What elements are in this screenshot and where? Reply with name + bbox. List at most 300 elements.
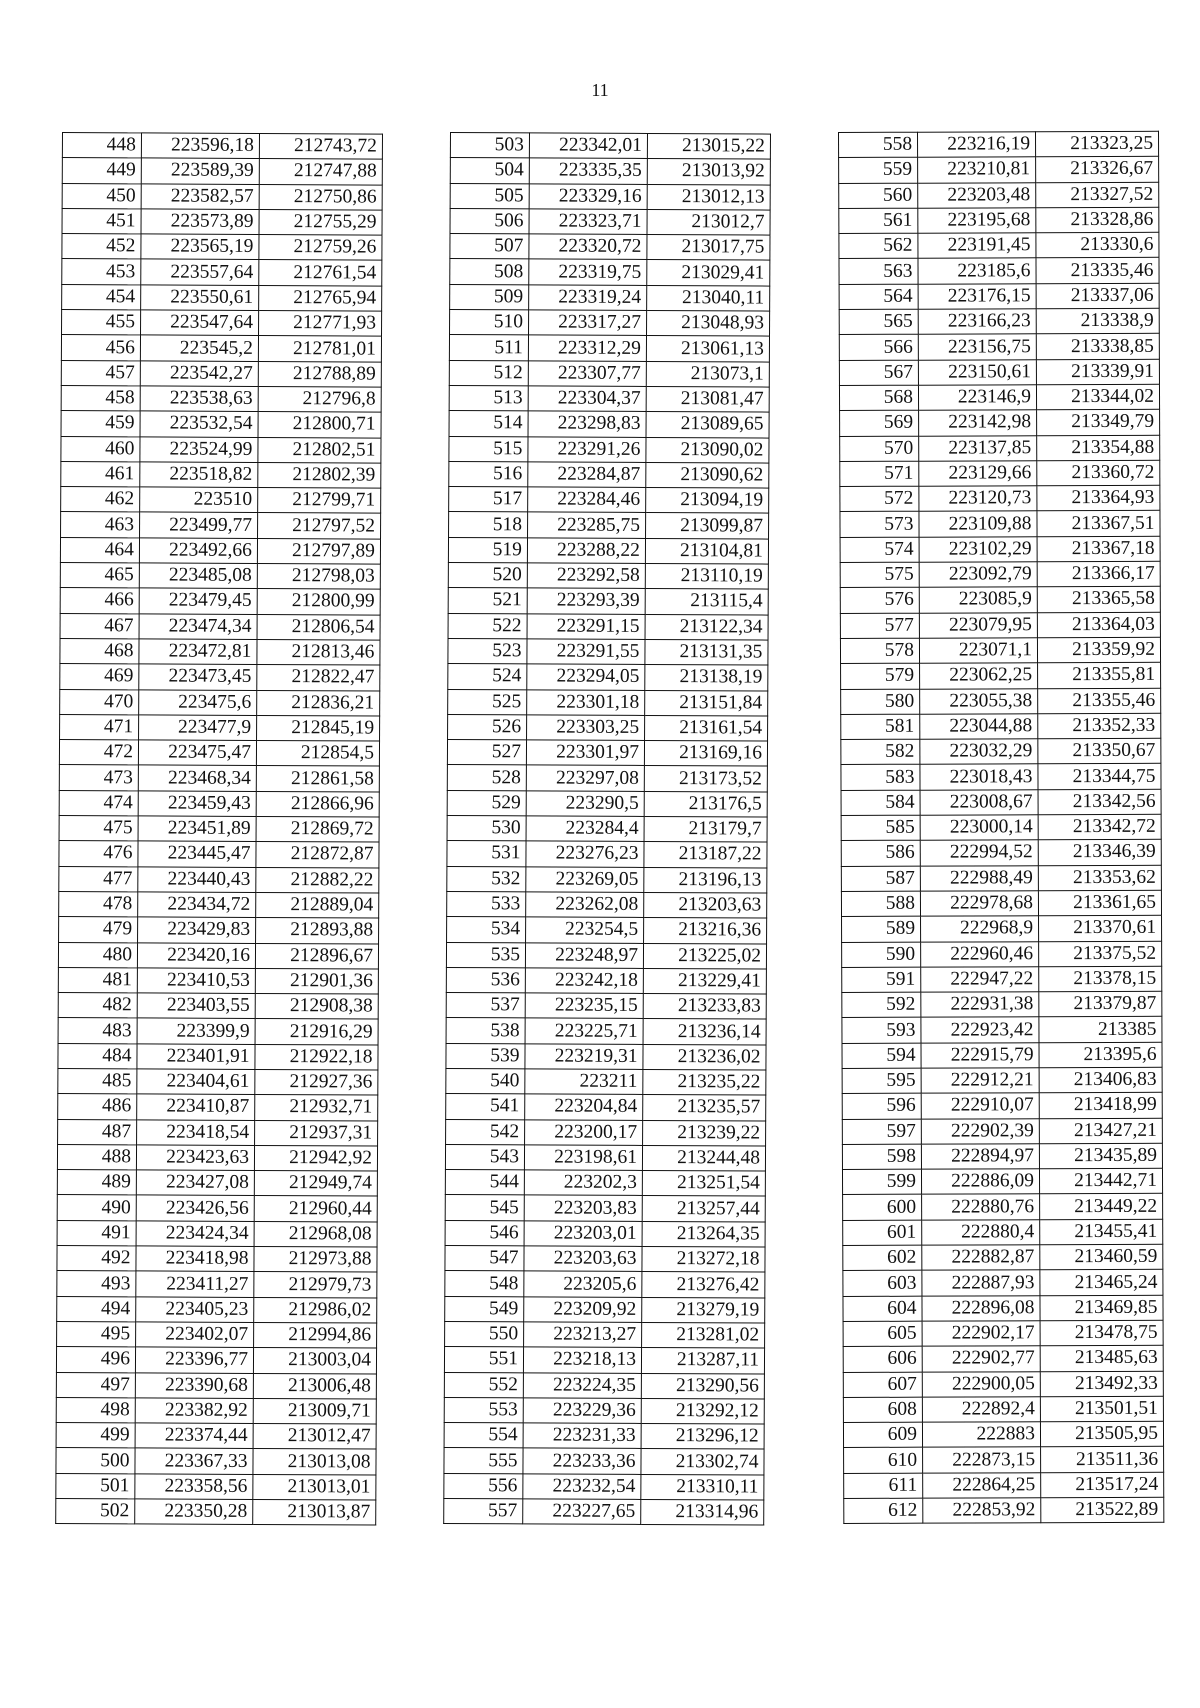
y-coordinate-cell: 213081,47 bbox=[646, 386, 769, 412]
y-coordinate-cell: 212893,88 bbox=[256, 918, 379, 944]
x-coordinate-cell: 223224,35 bbox=[523, 1372, 641, 1398]
y-coordinate-cell: 212845,19 bbox=[257, 715, 380, 741]
y-coordinate-cell: 213251,54 bbox=[642, 1171, 765, 1197]
table-row bbox=[60, 714, 380, 741]
table-row bbox=[61, 360, 381, 387]
point-number-cell: 560 bbox=[839, 183, 918, 209]
table-row bbox=[448, 714, 768, 741]
y-coordinate-cell: 212796,8 bbox=[258, 386, 381, 412]
x-coordinate-cell: 223254,5 bbox=[526, 917, 644, 943]
x-coordinate-cell: 223424,34 bbox=[136, 1221, 254, 1247]
point-number-cell: 550 bbox=[445, 1321, 524, 1347]
table-row bbox=[61, 461, 381, 488]
table-row bbox=[447, 790, 767, 817]
point-number-cell: 597 bbox=[842, 1119, 921, 1145]
point-number-cell: 518 bbox=[449, 512, 528, 538]
y-coordinate-cell: 213330,6 bbox=[1036, 232, 1159, 258]
table-row bbox=[843, 1371, 1163, 1398]
page-number: 11 bbox=[591, 80, 609, 100]
table-row bbox=[842, 1067, 1162, 1094]
table-row bbox=[61, 487, 381, 514]
x-coordinate-cell: 222882,87 bbox=[922, 1245, 1040, 1271]
table-row bbox=[59, 816, 379, 843]
x-coordinate-cell: 223285,75 bbox=[528, 512, 646, 538]
table-row bbox=[58, 942, 378, 969]
y-coordinate-cell: 212937,31 bbox=[255, 1120, 378, 1146]
point-number-cell: 525 bbox=[448, 689, 527, 715]
x-coordinate-cell: 222931,38 bbox=[921, 992, 1039, 1018]
x-coordinate-cell: 223565,19 bbox=[141, 234, 259, 260]
x-coordinate-cell: 223200,17 bbox=[525, 1119, 643, 1145]
y-coordinate-cell: 213279,19 bbox=[642, 1297, 765, 1323]
table-row bbox=[59, 765, 379, 792]
table-row bbox=[58, 1094, 378, 1121]
table-row bbox=[841, 738, 1161, 765]
table-row bbox=[56, 1423, 376, 1450]
table-row bbox=[57, 1170, 377, 1197]
y-coordinate-cell: 212800,71 bbox=[258, 412, 381, 438]
table-row bbox=[62, 284, 382, 311]
y-coordinate-cell: 213131,35 bbox=[645, 639, 768, 665]
x-coordinate-cell: 223510 bbox=[140, 487, 258, 513]
table-row bbox=[60, 638, 380, 665]
table-row bbox=[60, 689, 380, 716]
table-row bbox=[445, 1144, 765, 1171]
point-number-cell: 466 bbox=[60, 588, 139, 614]
point-number-cell: 563 bbox=[839, 259, 918, 285]
x-coordinate-cell: 222894,97 bbox=[921, 1144, 1039, 1170]
point-number-cell: 582 bbox=[841, 739, 920, 765]
table-row bbox=[839, 384, 1159, 411]
y-coordinate-cell: 213465,24 bbox=[1040, 1270, 1163, 1296]
y-coordinate-cell: 212908,38 bbox=[255, 994, 378, 1020]
table-row bbox=[60, 613, 380, 640]
point-number-cell: 589 bbox=[842, 916, 921, 942]
y-coordinate-cell: 212994,86 bbox=[254, 1322, 377, 1348]
table-row bbox=[57, 1220, 377, 1247]
y-coordinate-cell: 213361,65 bbox=[1038, 890, 1161, 916]
point-number-cell: 596 bbox=[842, 1093, 921, 1119]
point-number-cell: 514 bbox=[449, 411, 528, 437]
table-row bbox=[57, 1144, 377, 1171]
x-coordinate-cell: 223079,95 bbox=[919, 612, 1037, 638]
y-coordinate-cell: 213352,33 bbox=[1038, 713, 1161, 739]
x-coordinate-cell: 223209,92 bbox=[524, 1297, 642, 1323]
point-number-cell: 588 bbox=[841, 891, 920, 917]
y-coordinate-cell: 213367,51 bbox=[1037, 511, 1160, 537]
point-number-cell: 476 bbox=[59, 841, 138, 867]
y-coordinate-cell: 213314,96 bbox=[641, 1499, 764, 1525]
y-coordinate-cell: 213196,13 bbox=[644, 867, 767, 893]
point-number-cell: 486 bbox=[58, 1094, 137, 1120]
y-coordinate-cell: 212973,88 bbox=[254, 1247, 377, 1273]
point-number-cell: 572 bbox=[840, 486, 919, 512]
coordinates-table-3 bbox=[838, 131, 1164, 1525]
point-number-cell: 587 bbox=[841, 866, 920, 892]
y-coordinate-cell: 213239,22 bbox=[643, 1120, 766, 1146]
table-row bbox=[843, 1320, 1163, 1347]
point-number-cell: 497 bbox=[56, 1372, 135, 1398]
x-coordinate-cell: 223204,84 bbox=[525, 1094, 643, 1120]
table-row bbox=[840, 410, 1160, 437]
y-coordinate-cell: 213017,75 bbox=[647, 235, 770, 261]
point-number-cell: 502 bbox=[56, 1499, 135, 1525]
table-row bbox=[448, 537, 768, 564]
x-coordinate-cell: 223542,27 bbox=[140, 361, 258, 387]
y-coordinate-cell: 213090,62 bbox=[646, 462, 769, 488]
table-row bbox=[448, 563, 768, 590]
x-coordinate-cell: 223146,9 bbox=[918, 385, 1036, 411]
y-coordinate-cell: 213342,72 bbox=[1038, 814, 1161, 840]
y-coordinate-cell: 212771,93 bbox=[259, 311, 382, 337]
table-row bbox=[62, 183, 382, 210]
table-row bbox=[447, 765, 767, 792]
point-number-cell: 479 bbox=[59, 917, 138, 943]
point-number-cell: 577 bbox=[840, 613, 919, 639]
point-number-cell: 603 bbox=[843, 1271, 922, 1297]
table-row bbox=[449, 360, 769, 387]
point-number-cell: 574 bbox=[840, 537, 919, 563]
table-row bbox=[841, 789, 1161, 816]
point-number-cell: 524 bbox=[448, 664, 527, 690]
x-coordinate-cell: 223418,54 bbox=[137, 1119, 255, 1145]
x-coordinate-cell: 223329,16 bbox=[529, 183, 647, 209]
table-row bbox=[839, 232, 1159, 259]
x-coordinate-cell: 223233,36 bbox=[523, 1448, 641, 1474]
table-row bbox=[844, 1497, 1164, 1524]
x-coordinate-cell: 223358,56 bbox=[135, 1474, 253, 1500]
x-coordinate-cell: 222968,9 bbox=[921, 916, 1039, 942]
x-coordinate-cell: 223410,53 bbox=[137, 968, 255, 994]
y-coordinate-cell: 213449,22 bbox=[1040, 1194, 1163, 1220]
y-coordinate-cell: 213104,81 bbox=[645, 538, 768, 564]
y-coordinate-cell: 212949,74 bbox=[254, 1171, 377, 1197]
table-row bbox=[841, 713, 1161, 740]
y-coordinate-cell: 213354,88 bbox=[1037, 435, 1160, 461]
x-coordinate-cell: 223284,4 bbox=[526, 816, 644, 842]
table-row bbox=[448, 638, 768, 665]
y-coordinate-cell: 212922,18 bbox=[255, 1044, 378, 1070]
point-number-cell: 594 bbox=[842, 1043, 921, 1069]
y-coordinate-cell: 213013,92 bbox=[647, 159, 770, 185]
x-coordinate-cell: 223374,44 bbox=[135, 1423, 253, 1449]
point-number-cell: 482 bbox=[58, 993, 137, 1019]
point-number-cell: 515 bbox=[449, 436, 528, 462]
x-coordinate-cell: 223319,75 bbox=[529, 259, 647, 285]
point-number-cell: 477 bbox=[59, 866, 138, 892]
table-row bbox=[450, 284, 770, 311]
table-row bbox=[444, 1397, 764, 1424]
point-number-cell: 507 bbox=[450, 234, 529, 260]
y-coordinate-cell: 212759,26 bbox=[259, 235, 382, 261]
y-coordinate-cell: 213364,03 bbox=[1037, 612, 1160, 638]
point-number-cell: 592 bbox=[842, 992, 921, 1018]
x-coordinate-cell: 223545,2 bbox=[140, 335, 258, 361]
x-coordinate-cell: 223092,79 bbox=[919, 562, 1037, 588]
x-coordinate-cell: 223547,64 bbox=[141, 310, 259, 336]
y-coordinate-cell: 213003,04 bbox=[253, 1348, 376, 1374]
point-number-cell: 485 bbox=[58, 1068, 137, 1094]
table-row bbox=[445, 1296, 765, 1323]
y-coordinate-cell: 213012,47 bbox=[253, 1424, 376, 1450]
x-coordinate-cell: 223102,29 bbox=[919, 536, 1037, 562]
coordinates-table-1 bbox=[55, 132, 383, 1526]
x-coordinate-cell: 223303,25 bbox=[527, 715, 645, 741]
y-coordinate-cell: 213364,93 bbox=[1037, 485, 1160, 511]
x-coordinate-cell: 223440,43 bbox=[138, 866, 256, 892]
x-coordinate-cell: 222960,46 bbox=[921, 941, 1039, 967]
x-coordinate-cell: 223129,66 bbox=[919, 461, 1037, 487]
x-coordinate-cell: 222915,79 bbox=[921, 1042, 1039, 1068]
x-coordinate-cell: 223242,18 bbox=[525, 968, 643, 994]
table-row bbox=[59, 866, 379, 893]
point-number-cell: 484 bbox=[58, 1043, 137, 1069]
point-number-cell: 475 bbox=[59, 816, 138, 842]
y-coordinate-cell: 213094,19 bbox=[646, 488, 769, 514]
y-coordinate-cell: 213009,71 bbox=[253, 1398, 376, 1424]
x-coordinate-cell: 223156,75 bbox=[918, 334, 1036, 360]
point-number-cell: 561 bbox=[839, 208, 918, 234]
point-number-cell: 505 bbox=[450, 183, 529, 209]
point-number-cell: 520 bbox=[448, 563, 527, 589]
table-row bbox=[840, 460, 1160, 487]
x-coordinate-cell: 223211 bbox=[525, 1069, 643, 1095]
table-row bbox=[448, 613, 768, 640]
y-coordinate-cell: 212889,04 bbox=[256, 892, 379, 918]
x-coordinate-cell: 223472,81 bbox=[139, 639, 257, 665]
table-row bbox=[841, 688, 1161, 715]
table-row bbox=[446, 1043, 766, 1070]
table-row bbox=[62, 259, 382, 286]
point-number-cell: 526 bbox=[448, 714, 527, 740]
point-number-cell: 478 bbox=[59, 891, 138, 917]
table-row bbox=[449, 436, 769, 463]
table-row bbox=[62, 208, 382, 235]
point-number-cell: 538 bbox=[446, 1018, 525, 1044]
x-coordinate-cell: 222910,07 bbox=[921, 1093, 1039, 1119]
table-row bbox=[449, 461, 769, 488]
y-coordinate-cell: 213012,7 bbox=[647, 209, 770, 235]
x-coordinate-cell: 223518,82 bbox=[140, 462, 258, 488]
point-number-cell: 553 bbox=[444, 1397, 523, 1423]
y-coordinate-cell: 213517,24 bbox=[1041, 1472, 1164, 1498]
x-coordinate-cell: 223229,36 bbox=[523, 1398, 641, 1424]
y-coordinate-cell: 213013,87 bbox=[253, 1499, 376, 1525]
point-number-cell: 611 bbox=[844, 1473, 923, 1499]
x-coordinate-cell: 223262,08 bbox=[526, 892, 644, 918]
y-coordinate-cell: 213365,58 bbox=[1037, 587, 1160, 613]
table-row bbox=[61, 335, 381, 362]
x-coordinate-cell: 223232,54 bbox=[523, 1474, 641, 1500]
y-coordinate-cell: 212854,5 bbox=[256, 741, 379, 767]
table-row bbox=[59, 891, 379, 918]
y-coordinate-cell: 213485,63 bbox=[1040, 1346, 1163, 1372]
table-row bbox=[839, 207, 1159, 234]
y-coordinate-cell: 213029,41 bbox=[647, 260, 770, 286]
y-coordinate-cell: 212761,54 bbox=[259, 260, 382, 286]
x-coordinate-cell: 223185,6 bbox=[918, 258, 1036, 284]
table-row bbox=[450, 208, 770, 235]
x-coordinate-cell: 223475,6 bbox=[139, 689, 257, 715]
y-coordinate-cell: 213326,67 bbox=[1036, 157, 1159, 183]
x-coordinate-cell: 223071,1 bbox=[919, 638, 1037, 664]
x-coordinate-cell: 222947,22 bbox=[921, 967, 1039, 993]
point-number-cell: 581 bbox=[841, 714, 920, 740]
point-number-cell: 500 bbox=[56, 1448, 135, 1474]
table-row bbox=[446, 993, 766, 1020]
table-row bbox=[56, 1499, 376, 1526]
table-row bbox=[59, 917, 379, 944]
y-coordinate-cell: 213176,5 bbox=[644, 791, 767, 817]
x-coordinate-cell: 222887,93 bbox=[922, 1270, 1040, 1296]
table-row bbox=[444, 1473, 764, 1500]
table-row bbox=[445, 1195, 765, 1222]
table-row bbox=[839, 182, 1159, 209]
y-coordinate-cell: 212866,96 bbox=[256, 791, 379, 817]
table-row bbox=[57, 1321, 377, 1348]
point-number-cell: 488 bbox=[57, 1144, 136, 1170]
y-coordinate-cell: 213225,02 bbox=[643, 943, 766, 969]
table-row bbox=[62, 310, 382, 337]
y-coordinate-cell: 213418,99 bbox=[1039, 1093, 1162, 1119]
x-coordinate-cell: 223499,77 bbox=[140, 512, 258, 538]
y-coordinate-cell: 213435,89 bbox=[1039, 1143, 1162, 1169]
table-row bbox=[62, 133, 382, 160]
x-coordinate-cell: 223000,14 bbox=[920, 815, 1038, 841]
point-number-cell: 600 bbox=[843, 1195, 922, 1221]
point-number-cell: 451 bbox=[62, 208, 141, 234]
y-coordinate-cell: 213089,65 bbox=[646, 412, 769, 438]
x-coordinate-cell: 223203,63 bbox=[524, 1246, 642, 1272]
point-number-cell: 522 bbox=[448, 613, 527, 639]
point-number-cell: 495 bbox=[57, 1321, 136, 1347]
x-coordinate-cell: 223290,5 bbox=[526, 791, 644, 817]
x-coordinate-cell: 223032,29 bbox=[920, 739, 1038, 765]
coordinates-table-2 bbox=[443, 132, 771, 1526]
x-coordinate-cell: 222880,76 bbox=[922, 1194, 1040, 1220]
table-row bbox=[56, 1448, 376, 1475]
x-coordinate-cell: 222902,17 bbox=[922, 1321, 1040, 1347]
table-row bbox=[843, 1396, 1163, 1423]
point-number-cell: 568 bbox=[839, 385, 918, 411]
x-coordinate-cell: 223218,13 bbox=[523, 1347, 641, 1373]
table-row bbox=[840, 612, 1160, 639]
table-row bbox=[842, 941, 1162, 968]
table-row bbox=[843, 1295, 1163, 1322]
table-row bbox=[843, 1346, 1163, 1373]
point-number-cell: 452 bbox=[62, 234, 141, 260]
point-number-cell: 494 bbox=[57, 1296, 136, 1322]
table-row bbox=[450, 158, 770, 185]
point-number-cell: 465 bbox=[60, 563, 139, 589]
x-coordinate-cell: 223298,83 bbox=[528, 411, 646, 437]
x-coordinate-cell: 223227,65 bbox=[523, 1499, 641, 1525]
point-number-cell: 469 bbox=[60, 664, 139, 690]
table-row bbox=[59, 790, 379, 817]
x-coordinate-cell: 222883 bbox=[922, 1422, 1040, 1448]
table-row bbox=[842, 1042, 1162, 1069]
table-row bbox=[840, 561, 1160, 588]
y-coordinate-cell: 212788,89 bbox=[258, 361, 381, 387]
y-coordinate-cell: 213511,36 bbox=[1041, 1447, 1164, 1473]
x-coordinate-cell: 223294,05 bbox=[527, 664, 645, 690]
y-coordinate-cell: 213360,72 bbox=[1037, 460, 1160, 486]
y-coordinate-cell: 212799,71 bbox=[258, 488, 381, 514]
x-coordinate-cell: 223109,88 bbox=[919, 511, 1037, 537]
point-number-cell: 490 bbox=[57, 1195, 136, 1221]
point-number-cell: 464 bbox=[60, 537, 139, 563]
x-coordinate-cell: 223293,39 bbox=[527, 588, 645, 614]
point-number-cell: 467 bbox=[60, 613, 139, 639]
table-row bbox=[60, 588, 380, 615]
y-coordinate-cell: 212836,21 bbox=[257, 690, 380, 716]
point-number-cell: 460 bbox=[61, 436, 140, 462]
point-number-cell: 501 bbox=[56, 1473, 135, 1499]
point-number-cell: 555 bbox=[444, 1448, 523, 1474]
y-coordinate-cell: 213344,75 bbox=[1038, 764, 1161, 790]
x-coordinate-cell: 223524,99 bbox=[140, 436, 258, 462]
x-coordinate-cell: 222853,92 bbox=[923, 1498, 1041, 1524]
y-coordinate-cell: 213161,54 bbox=[645, 715, 768, 741]
y-coordinate-cell: 213344,02 bbox=[1036, 384, 1159, 410]
x-coordinate-cell: 223451,89 bbox=[138, 816, 256, 842]
y-coordinate-cell: 213460,59 bbox=[1040, 1244, 1163, 1270]
table-row bbox=[447, 891, 767, 918]
point-number-cell: 470 bbox=[60, 689, 139, 715]
point-number-cell: 457 bbox=[61, 360, 140, 386]
point-number-cell: 463 bbox=[61, 512, 140, 538]
point-number-cell: 602 bbox=[843, 1245, 922, 1271]
y-coordinate-cell: 213335,46 bbox=[1036, 258, 1159, 284]
point-number-cell: 562 bbox=[839, 233, 918, 259]
x-coordinate-cell: 223142,98 bbox=[919, 410, 1037, 436]
y-coordinate-cell: 212806,54 bbox=[257, 614, 380, 640]
point-number-cell: 519 bbox=[448, 537, 527, 563]
point-number-cell: 544 bbox=[445, 1170, 524, 1196]
x-coordinate-cell: 223137,85 bbox=[919, 435, 1037, 461]
point-number-cell: 523 bbox=[448, 638, 527, 664]
x-coordinate-cell: 223203,01 bbox=[524, 1221, 642, 1247]
table-row bbox=[445, 1170, 765, 1197]
table-row bbox=[445, 1220, 765, 1247]
y-coordinate-cell: 212932,71 bbox=[255, 1095, 378, 1121]
x-coordinate-cell: 223402,07 bbox=[136, 1322, 254, 1348]
x-coordinate-cell: 223396,77 bbox=[135, 1347, 253, 1373]
point-number-cell: 493 bbox=[57, 1271, 136, 1297]
point-number-cell: 557 bbox=[444, 1499, 523, 1525]
point-number-cell: 599 bbox=[842, 1169, 921, 1195]
y-coordinate-cell: 212755,29 bbox=[259, 209, 382, 235]
y-coordinate-cell: 213355,81 bbox=[1038, 662, 1161, 688]
point-number-cell: 459 bbox=[61, 411, 140, 437]
point-number-cell: 516 bbox=[449, 461, 528, 487]
x-coordinate-cell: 223304,37 bbox=[528, 386, 646, 412]
y-coordinate-cell: 213169,16 bbox=[644, 741, 767, 767]
table-row bbox=[840, 435, 1160, 462]
y-coordinate-cell: 213442,71 bbox=[1039, 1168, 1162, 1194]
y-coordinate-cell: 213233,83 bbox=[643, 994, 766, 1020]
y-coordinate-cell: 212798,03 bbox=[257, 564, 380, 590]
table-row bbox=[60, 563, 380, 590]
y-coordinate-cell: 213323,25 bbox=[1036, 131, 1159, 157]
x-coordinate-cell: 223557,64 bbox=[141, 259, 259, 285]
table-row bbox=[841, 840, 1161, 867]
point-number-cell: 610 bbox=[844, 1448, 923, 1474]
x-coordinate-cell: 223382,92 bbox=[135, 1398, 253, 1424]
x-coordinate-cell: 223427,08 bbox=[136, 1170, 254, 1196]
point-number-cell: 607 bbox=[843, 1372, 922, 1398]
y-coordinate-cell: 213385 bbox=[1039, 1017, 1162, 1043]
